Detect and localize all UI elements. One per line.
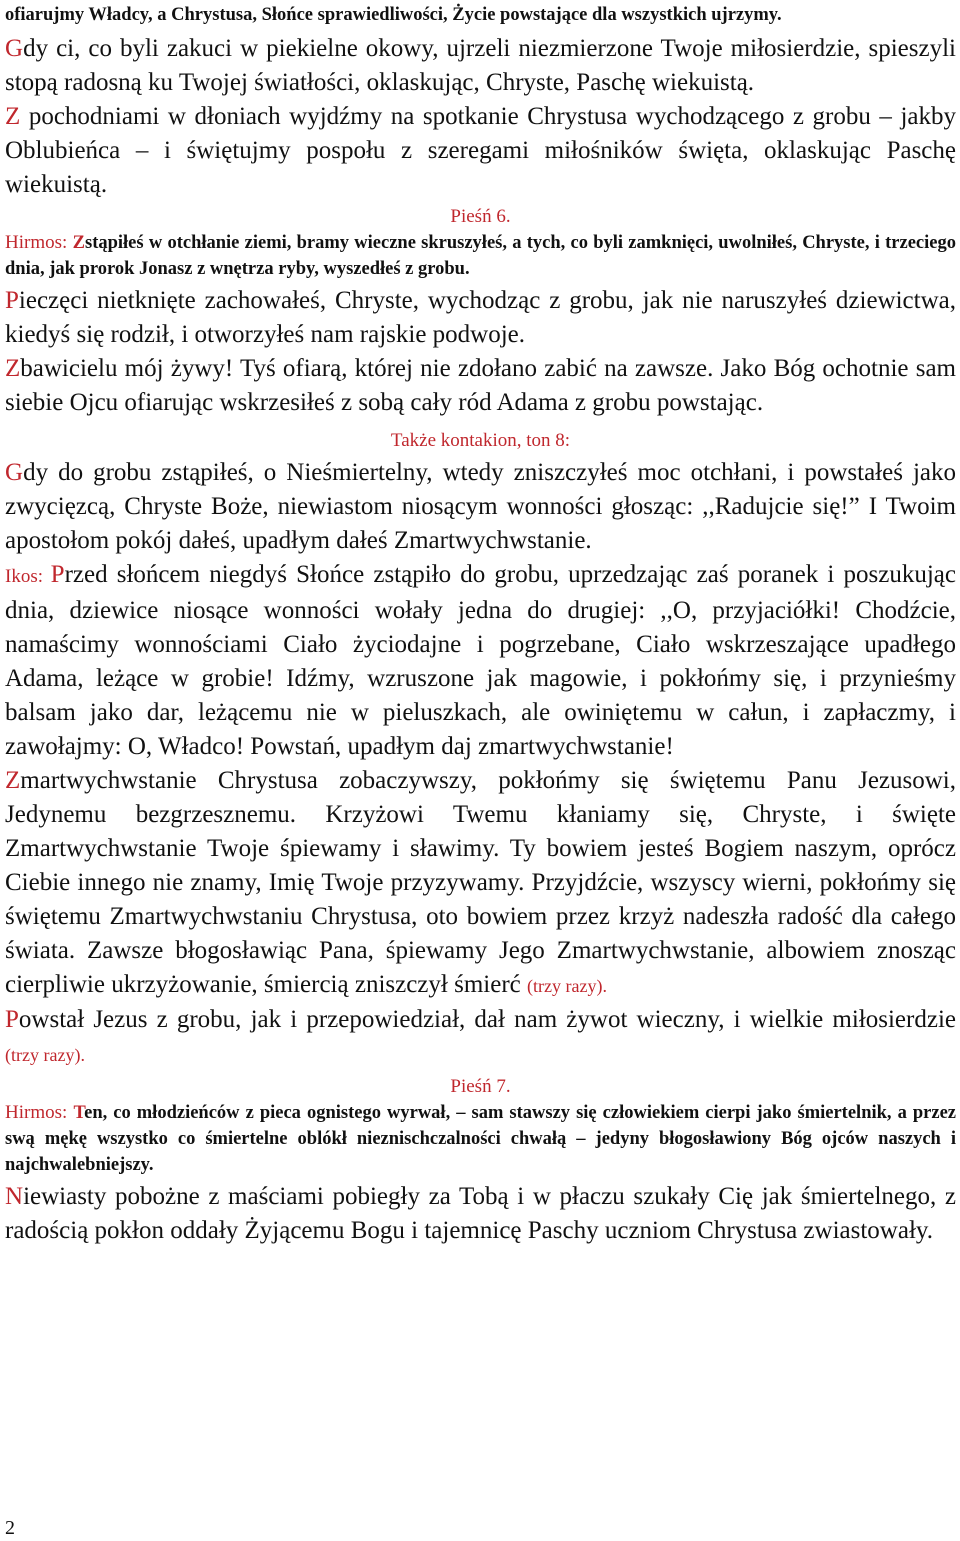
paragraph-text: rzed słońcem niegdyś Słońce zstąpiło do grobu, uprzedzając zaś poranek i poszukując dnia, dziewice niosące wonności wołały jedna do drugiej: ,,O, przyjaciółki! Chodźcie, namaścimy wonnościami Ciało życiodajne i pogrzebane, Ciało wskrzeszające upadłego Adama, leżące w grobie! Idźmy, wzruszone jak magowie, i pokłońmy się, i przynieśmy balsam jako dar, leżącemu nie w pieluszkach, ale owiniętemu w całun, i zapłaczmy, i zawołajmy: O, Władco! Powstań, upadłym daj zmartwychwstanie!	[5, 561, 956, 760]
paragraph-5	[5, 764, 956, 1003]
paragraph-4	[5, 352, 956, 420]
initial-letter: G	[5, 459, 24, 486]
intro-bold-text: ofiarujmy Władcy, a Chrystusa, Słońce sprawiedliwości, Życie powstające dla wszystkich ujrzymy.	[5, 5, 782, 25]
paragraph-7	[5, 1180, 956, 1248]
initial-letter: G	[5, 35, 24, 62]
initial-letter: P	[50, 561, 65, 588]
ode-7-heading: Pieśń 7.	[450, 1076, 511, 1097]
initial-letter: Z	[5, 767, 21, 794]
hirmos-label: Hirmos:	[5, 232, 73, 253]
repeat-note: (trzy razy).	[5, 1045, 85, 1065]
paragraph-text: pochodniami w dłoniach wyjdźmy na spotkanie Chrystusa wychodzącego z grobu – jakby Oblubieńca – i świętujmy pospołu z szeregami miłośników święta, oklaskując Paschę wiekuistą.	[5, 103, 956, 198]
ikos-label: Ikos:	[5, 566, 51, 587]
paragraph-text: ieczęci nietknięte zachowałeś, Chryste, wychodząc z grobu, jak nie naruszyłeś dziewictwa, kiedyś się rodził, i otworzyłeś nam rajskie podwoje.	[5, 287, 956, 348]
hirmos-text: en, co młodzieńców z pieca ognistego wyrwał, – sam stawszy się człowiekiem cierpi jako śmiertelnik, a przez swą mękę wszystko co śmiertelne oblókł nieznischczalności chwałą – jedyny błogosławiony Bóg ojców naszych i najchwalebniejszy.	[5, 1103, 956, 1175]
initial-letter: Z	[5, 103, 21, 130]
initial-letter: P	[5, 1006, 19, 1033]
paragraph-text: martwychwstanie Chrystusa zobaczywszy, pokłońmy się świętemu Panu Jezusowi, Jedynemu bezgrzesznemu. Krzyżowi Twemu kłaniamy się, Chryste, i święte Zmartwychwstanie Twoje śpiewamy i sławimy. Ty bowiem jesteś Bogiem naszym, oprócz Ciebie innego nie znamy, Imię Twoje przyzywamy. Przyjdźcie, wszyscy wierni, pokłońmy się świętemu Zmartwychwstaniu Chrystusa, oto bowiem przez krzyż nadeszła radość dla całego świata. Zawsze błogosławiąc Pana, śpiewamy Jego Zmartwychwstanie, albowiem znosząc cierpliwie ukrzyżowanie, śmiercią zniszczył śmierć	[5, 767, 956, 998]
paragraph-6	[5, 1003, 956, 1072]
paragraph-3	[5, 284, 956, 352]
initial-letter: T	[73, 1103, 85, 1123]
repeat-note: (trzy razy).	[527, 976, 607, 996]
paragraph-2	[5, 100, 956, 202]
paragraph-text: bawicielu mój żywy! Tyś ofiarą, której nie zdołano zabić na zawsze. Jako Bóg ochotnie sam siebie Ojcu ofiarując wskrzesiłeś z sobą cały ród Adama z grobu powstając.	[5, 355, 956, 416]
page-number: 2	[5, 1517, 15, 1539]
initial-letter: N	[5, 1183, 24, 1210]
hirmos-label: Hirmos:	[5, 1102, 74, 1123]
ode-6-heading: Pieśń 6.	[450, 206, 511, 227]
initial-letter: Z	[72, 233, 85, 253]
initial-letter: P	[5, 287, 19, 314]
initial-letter: Z	[5, 355, 21, 382]
paragraph-text: iewiasty pobożne z maściami pobiegły za Tobą i w płaczu szukały Cię jak śmiertelnego, z radością pokłon oddały Żyjącemu Bogu i tajemnicę Paschy uczniom Chrystusa zwiastowały.	[5, 1183, 956, 1244]
kontakion-text	[5, 456, 956, 558]
kontakion-heading: Także kontakion, ton 8:	[390, 430, 571, 451]
paragraph-1	[5, 32, 956, 100]
document-page	[5, 2, 956, 1248]
paragraph-text: dy ci, co byli zakuci w piekielne okowy, ujrzeli niezmierzone Twoje miłosierdzie, spieszyli stopą radosną ku Twojej światłości, oklaskując, Chryste, Paschę wiekuistą.	[5, 35, 956, 96]
ode-7-hirmos	[5, 1100, 956, 1178]
hirmos-text: stąpiłeś w otchłanie ziemi, bramy wieczne skruszyłeś, a tych, co byli zamknięci, uwolniłeś, Chryste, i trzeciego dnia, jak prorok Jonasz z wnętrza ryby, wyszedłeś z grobu.	[5, 233, 956, 279]
paragraph-text: owstał Jezus z grobu, jak i przepowiedział, dał nam żywot wieczny, i wielkie miłosierdzie	[18, 1006, 956, 1033]
paragraph-text: dy do grobu zstąpiłeś, o Nieśmiertelny, wtedy zniszczyłeś moc otchłani, i powstałeś jako zwycięzcą, Chryste Boże, niewiastom niosącym wonności głosząc: ,,Radujcie się!” I Twoim apostołom pokój dałeś, upadłym dałeś Zmartwychwstanie.	[5, 459, 956, 554]
ode-6-hirmos	[5, 230, 956, 282]
ikos-text	[5, 558, 956, 764]
